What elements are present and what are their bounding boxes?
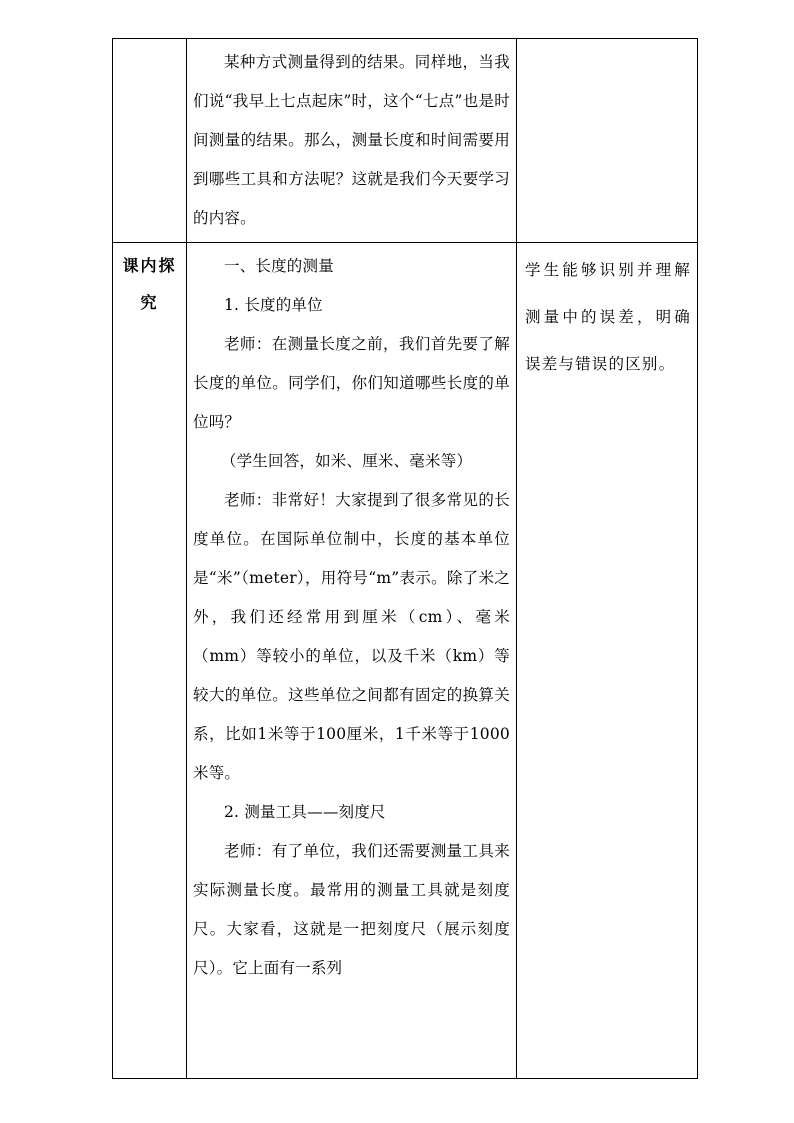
section-label-cell bbox=[113, 243, 187, 1079]
lesson-plan-table bbox=[112, 38, 698, 1079]
intro-paragraph bbox=[193, 43, 510, 238]
teacher-paragraph: 老师：非常好！大家提到了很多常见的长度单位。在国际单位制中，长度的基本单位是“米”（meter），用符号“m”表示。除了米之外，我们还经常用到厘米（cm）、毫米（mm）等较小的单位，以及千米（km）等较大的单位。这些单位之间都有固定的换算关系，比如1米等于100厘米，1千米等于1000米等。 bbox=[193, 491, 510, 782]
text-line: 我们说“我早上七点起床”时，这个“七点” bbox=[193, 53, 510, 110]
table-row bbox=[113, 243, 698, 1079]
heading-length-units: 1. 长度的单位 bbox=[224, 296, 323, 314]
learning-objective-note: 学生能够识别并理解测量中的误差，明确误差与错误的区别。 bbox=[525, 261, 691, 373]
text-line: 也是时间测量的结果。那么，测量长度 bbox=[193, 92, 510, 149]
content-cell bbox=[187, 39, 517, 243]
section-label: 课内探究 bbox=[122, 256, 177, 312]
student-answer-paragraph: （学生回答，如米、厘米、毫米等） bbox=[220, 452, 473, 470]
heading-length-measurement: 一、长度的测量 bbox=[224, 257, 334, 275]
teacher-paragraph: 老师：有了单位，我们还需要测量工具来实际测量长度。最常用的测量工具就是刻度尺。大家看，这就是一把刻度尺（展示刻度尺）。它上面有一系列 bbox=[193, 842, 510, 977]
text-line: 某种方式测量得到的结果。同样地，当 bbox=[224, 53, 495, 71]
heading-measuring-tool: 2. 测量工具——刻度尺 bbox=[224, 803, 386, 821]
text-line: 和时间需要用到哪些工具和方法呢？ bbox=[193, 131, 510, 188]
note-cell bbox=[517, 39, 698, 243]
teacher-paragraph: 老师：在测量长度之前，我们首先要了解长度的单位。同学们，你们知道哪些长度的单位吗？ bbox=[193, 335, 510, 431]
section-label-cell bbox=[113, 39, 187, 243]
table-row bbox=[113, 39, 698, 243]
note-cell bbox=[517, 243, 698, 1079]
text-line: 这就是我们今天要学习的内容。 bbox=[193, 170, 510, 227]
content-cell bbox=[187, 243, 517, 1079]
